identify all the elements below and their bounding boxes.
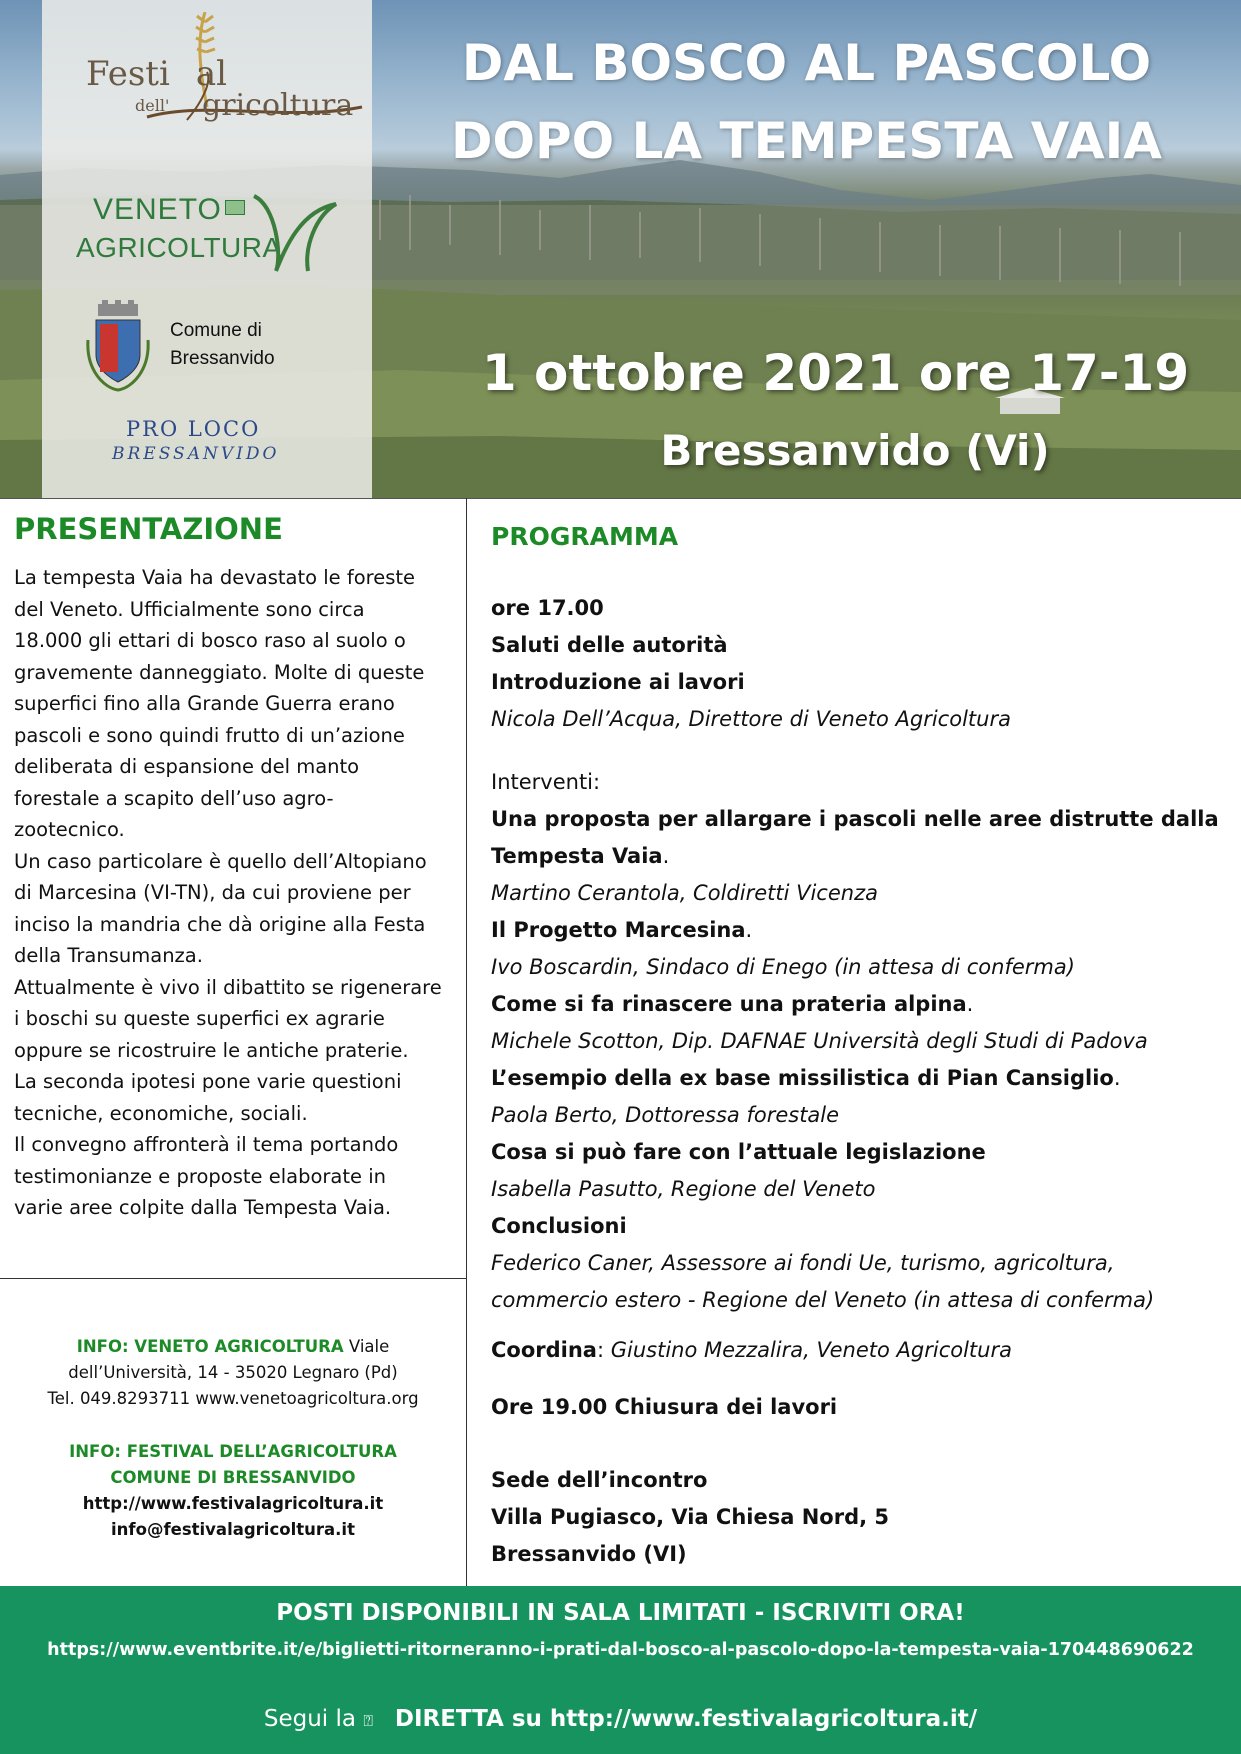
live-stream-link[interactable]: DIRETTA su http://www.festivalagricoltura.it/ (394, 1706, 978, 1732)
missing-glyph-icon: ⍰ (363, 1711, 373, 1730)
programma-interventi: Interventi: Una proposta per allargare i pascoli nelle aree distrutte dalla Tempesta Vaia. Martino Cerantola, Coldiretti Vicenza Il Progetto Marcesina. Ivo Boscardin, Sindaco di Enego (in attesa di conferma) Come si fa rinascere una prateria alpina. Michele Scotton, Dip. DAFNAE Università degli Studi di Padova L’esempio della ex base missilistica di Pian Cansiglio. Paola Berto, Dottoressa forestale Cosa si può fare con l’attuale legislazione Isabella Pasutto, Regione del Veneto Conclusioni Federico Caner, Assessore ai fondi Ue, turismo, agricoltura, commercio estero - Regione del Veneto (in attesa di conferma) (491, 770, 1219, 1312)
event-place: Bressanvido (Vi) (660, 426, 1050, 475)
proloco-logo-subtext: BRESSANVIDO (112, 444, 280, 464)
info-festival: INFO: FESTIVAL DELL’AGRICOLTURA COMUNE DI BRESSANVIDO http://www.festivalagricoltura.it info@festivalagricoltura.it (0, 1439, 466, 1543)
event-title-line2: DOPO LA TEMPESTA VAIA (451, 112, 1162, 170)
event-date: 1 ottobre 2021 ore 17-19 (481, 344, 1190, 402)
festival-url-link[interactable]: http://www.festivalagricoltura.it (82, 1494, 384, 1513)
festival-logo-text: Festi al (86, 54, 227, 94)
info-veneto-agricoltura: INFO: VENETO AGRICOLTURA Viale dell’Università, 14 - 35020 Legnaro (Pd) Tel. 049.8293711 www.venetoagricoltura.org (0, 1334, 466, 1412)
veneto-logo-text: VENETO (93, 193, 222, 226)
proloco-logo-text: PRO LOCO (126, 417, 261, 441)
presentazione-text: La tempesta Vaia ha devastato le foreste del Veneto. Ufficialmente sono circa 18.000 gli ettari di bosco raso al suolo o gravemente danneggiato. Molte di queste superfici fino alla Grande Guerra erano pascoli e sono quindi frutto di un’azione deliberata di espansione del manto forestale a scapito dell’uso agro- zootecnico. Un caso particolare è quello dell’Altopiano di Marcesina (VI-TN), da cui proviene per inciso la mandria che dà origine alla Festa della Transumanza. Attualmente è vivo il dibattito se rigenerare i boschi su queste superfici ex agrarie oppure se ricostruire le antiche praterie. La seconda ipotesi pone varie questioni tecniche, economiche, sociali. Il convegno affronterà il tema portando testimonianze e proposte elaborate in varie aree colpite dalla Tempesta Vaia. (14, 566, 442, 1219)
programma-chiusura: Ore 19.00 Chiusura dei lavori (491, 1395, 838, 1419)
info-divider (0, 1278, 466, 1279)
agricoltura-logo-text: AGRICOLTURA (76, 232, 282, 263)
programma-opening: ore 17.00 Saluti delle autorità Introduzione ai lavori Nicola Dell’Acqua, Direttore di Veneto Agricoltura (491, 596, 1011, 731)
event-title-line1: DAL BOSCO AL PASCOLO (461, 34, 1152, 92)
eventbrite-link[interactable]: https://www.eventbrite.it/e/biglietti-ritorneranno-i-prati-dal-bosco-al-pascolo-dopo-la-tempesta-vaia-170448690622 (47, 1640, 1194, 1660)
footer-call-to-action: POSTI DISPONIBILI IN SALA LIMITATI - ISCRIVITI ORA! (276, 1600, 965, 1626)
comune-logo-text: Comune di Bressanvido (170, 320, 275, 369)
hero-banner (0, 0, 1241, 498)
veneto-agricoltura-contact[interactable]: Tel. 049.8293711 www.venetoagricoltura.org (47, 1389, 419, 1408)
footer-live-stream: Segui la ⍰ DIRETTA su http://www.festivalagricoltura.it/ (263, 1706, 978, 1732)
programma-sede: Sede dell’incontro Villa Pugiasco, Via Chiesa Nord, 5 Bressanvido (VI) (491, 1468, 890, 1566)
veneto-flag-icon (225, 200, 245, 215)
presentazione-heading: PRESENTAZIONE (14, 512, 283, 546)
festival-logo-dell: dell' (135, 96, 170, 115)
hero-divider (0, 498, 1241, 499)
festival-email-link[interactable]: info@festivalagricoltura.it (111, 1520, 355, 1539)
bressanvido-crest-icon (84, 300, 152, 395)
programma-coordina: Coordina: Giustino Mezzalira, Veneto Agricoltura (491, 1338, 1012, 1362)
programma-heading: PROGRAMMA (491, 522, 679, 551)
festival-logo-agricoltura: gricoltura (202, 88, 354, 123)
logo-panel (42, 0, 372, 498)
veneto-agricoltura-v-mark-icon (246, 186, 346, 276)
column-divider (466, 498, 467, 1586)
